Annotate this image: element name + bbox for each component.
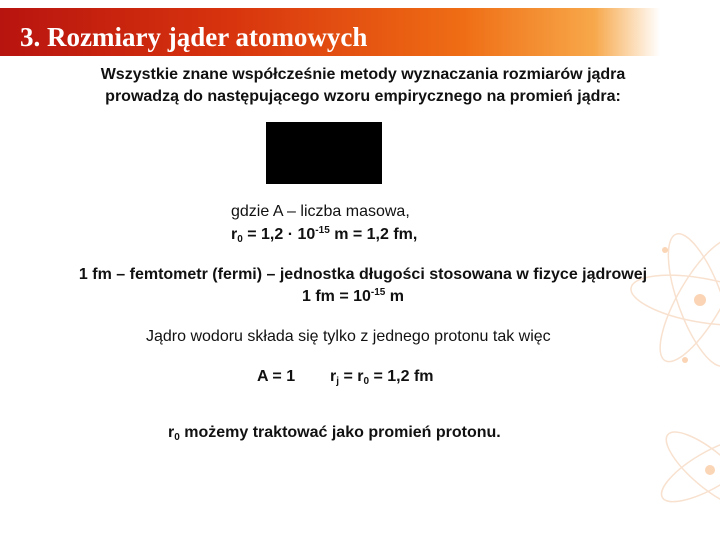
formula-image (266, 122, 382, 184)
intro-line-1: Wszystkie znane współcześnie metody wyznaczania rozmiarów jądra (100, 66, 626, 83)
intro-line-2: prowadzą do następującego wzoru empirycznego na promień jądra: (105, 88, 621, 105)
r0-definition: $r_0 = 1,2 \cdot 10^{-15}$ m = 1,2 fm, (231, 225, 418, 245)
title-bar (0, 8, 660, 56)
femtometer-value: 1 fm = $10^{-15}$ m (301, 287, 405, 305)
where-mass-number: gdzie A – liczba masowa, (231, 203, 410, 220)
hydrogen-statement: Jądro wodoru składa się tylko z jednego protonu tak więc (146, 328, 551, 345)
radius-equation: $r_j = r_0 = 1,2$ fm (330, 368, 434, 387)
proton-radius-conclusion: $r_0$ możemy traktować jako promień protonu. (168, 424, 501, 443)
femtometer-definition: 1 fm – femtometr (fermi) – jednostka długości stosowana w fizyce jądrowej (78, 266, 648, 283)
page-title: 3. Rozmiary jąder atomowych (20, 22, 368, 52)
mass-number-equation: A = 1 (257, 368, 296, 385)
